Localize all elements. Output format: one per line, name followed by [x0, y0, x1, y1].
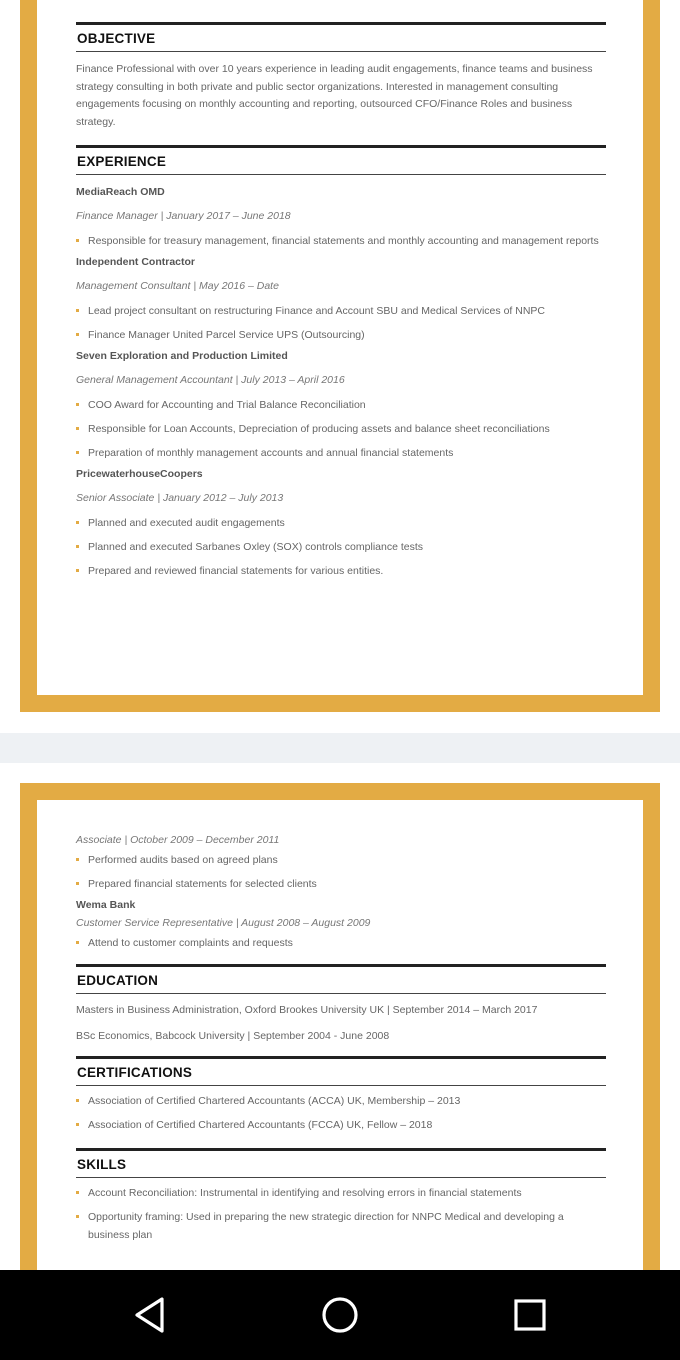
page-separator [0, 733, 680, 763]
job-role: Finance Manager | January 2017 – June 2018 [76, 210, 291, 222]
margin-left [0, 0, 20, 712]
bullet-text: Performed audits based on agreed plans [88, 854, 278, 866]
job-entry [76, 468, 606, 580]
margin-right-2 [660, 783, 680, 1283]
certification-list [76, 1092, 606, 1134]
education-section [76, 964, 606, 1042]
job-role: Management Consultant | May 2016 – Date [76, 280, 279, 292]
list-item [76, 875, 606, 893]
bullet-text: Opportunity framing: Used in preparing the new strategic direction for NNPC Medical and developing a business plan [88, 1211, 564, 1241]
list-item [76, 1092, 606, 1110]
job-role: General Management Accountant | July 2013 – April 2016 [76, 374, 345, 386]
bullet-text: Responsible for treasury management, financial statements and monthly accounting and management reports [88, 235, 599, 247]
bullet-text: Responsible for Loan Accounts, Depreciation of producing assets and balance sheet reconciliations [88, 423, 550, 435]
page-1-sheet [37, 0, 643, 695]
objective-heading: OBJECTIVE [76, 22, 606, 52]
job-role: Customer Service Representative | August 2008 – August 2009 [76, 917, 371, 929]
job-entry [76, 899, 606, 952]
bullet-icon [76, 427, 79, 430]
bullet-text: Finance Manager United Parcel Service UPS (Outsourcing) [88, 329, 365, 341]
bullet-text: COO Award for Accounting and Trial Balance Reconciliation [88, 399, 366, 411]
bullet-icon [76, 451, 79, 454]
list-item [76, 514, 606, 532]
job-company: Seven Exploration and Production Limited [76, 350, 288, 362]
list-item [76, 1184, 606, 1202]
experience-section [76, 145, 606, 580]
education-item: Masters in Business Administration, Oxford Brookes University UK | September 2014 – March 2017 [76, 1004, 538, 1016]
list-item [76, 1208, 606, 1244]
bullet-text: Prepared and reviewed financial statements for various entities. [88, 565, 384, 577]
education-item: BSc Economics, Babcock University | September 2004 - June 2008 [76, 1030, 390, 1042]
bullet-text: Lead project consultant on restructuring Finance and Account SBU and Medical Services of NNPC [88, 305, 545, 317]
list-item [76, 444, 606, 462]
bullet-icon [76, 403, 79, 406]
job-bullets [76, 302, 606, 344]
back-triangle-icon [130, 1295, 170, 1335]
job-company: Independent Contractor [76, 256, 196, 268]
list-item [76, 538, 606, 556]
bullet-icon [76, 1191, 79, 1194]
page-2-sheet [37, 800, 643, 1283]
list-item [76, 326, 606, 344]
job-bullets [76, 396, 606, 462]
job-bullets [76, 934, 606, 952]
skills-list [76, 1184, 606, 1244]
job-bullets [76, 851, 606, 893]
job-company: PricewaterhouseCoopers [76, 468, 203, 480]
bullet-icon [76, 569, 79, 572]
bullet-icon [76, 858, 79, 861]
job-company: MediaReach OMD [76, 186, 165, 198]
bullet-text: Preparation of monthly management accounts and annual financial statements [88, 447, 454, 459]
list-item [76, 396, 606, 414]
list-item [76, 851, 606, 869]
bullet-text: Association of Certified Chartered Accountants (FCCA) UK, Fellow – 2018 [88, 1119, 433, 1131]
objective-text: Finance Professional with over 10 years experience in leading audit engagements, finance teams and business strategy consulting in both private and public sector organizations. Interested in management consulting engagements focusing on monthly accounting and reporting, outsourced CFO/Finance Roles and business strategy. [76, 63, 593, 128]
list-item [76, 1116, 606, 1134]
job-bullets [76, 232, 606, 250]
job-entry [76, 834, 606, 893]
bullet-icon [76, 1099, 79, 1102]
job-entry [76, 256, 606, 344]
job-entry [76, 350, 606, 462]
bullet-icon [76, 1215, 79, 1218]
bullet-text: Account Reconciliation: Instrumental in identifying and resolving errors in financial statements [88, 1187, 522, 1199]
skills-section [76, 1148, 606, 1244]
bullet-icon [76, 882, 79, 885]
margin-right [660, 0, 680, 712]
page-gap-top [0, 712, 680, 733]
system-navigation-bar [0, 1270, 680, 1360]
back-button[interactable] [130, 1295, 170, 1335]
home-button[interactable] [320, 1295, 360, 1335]
page-2-content [76, 834, 606, 1244]
certifications-section [76, 1056, 606, 1134]
skills-heading: SKILLS [76, 1148, 606, 1178]
page-gap-bottom [0, 763, 680, 783]
bullet-icon [76, 239, 79, 242]
page-1-content [76, 22, 606, 580]
list-item [76, 934, 606, 952]
home-circle-icon [320, 1295, 360, 1335]
job-role: Senior Associate | January 2012 – July 2013 [76, 492, 284, 504]
bullet-icon [76, 521, 79, 524]
list-item [76, 420, 606, 438]
bullet-text: Attend to customer complaints and requests [88, 937, 293, 949]
list-item [76, 302, 606, 320]
job-entry [76, 186, 606, 250]
bullet-text: Planned and executed audit engagements [88, 517, 285, 529]
margin-left-2 [0, 783, 20, 1283]
job-bullets [76, 514, 606, 580]
certifications-heading: CERTIFICATIONS [76, 1056, 606, 1086]
experience-heading: EXPERIENCE [76, 145, 606, 175]
resume-page-2 [20, 783, 660, 1283]
bullet-text: Planned and executed Sarbanes Oxley (SOX) controls compliance tests [88, 541, 424, 553]
bullet-icon [76, 333, 79, 336]
bullet-icon [76, 309, 79, 312]
objective-section [76, 22, 606, 131]
resume-page-1 [20, 0, 660, 712]
bullet-icon [76, 1123, 79, 1126]
list-item [76, 562, 606, 580]
job-company: Wema Bank [76, 899, 136, 911]
job-role: Associate | October 2009 – December 2011 [76, 834, 280, 846]
bullet-text: Prepared financial statements for selected clients [88, 878, 317, 890]
education-heading: EDUCATION [76, 964, 606, 994]
recents-square-icon [510, 1295, 550, 1335]
bullet-icon [76, 941, 79, 944]
list-item [76, 232, 606, 250]
bullet-text: Association of Certified Chartered Accountants (ACCA) UK, Membership – 2013 [88, 1095, 461, 1107]
bullet-icon [76, 545, 79, 548]
recents-button[interactable] [510, 1295, 550, 1335]
